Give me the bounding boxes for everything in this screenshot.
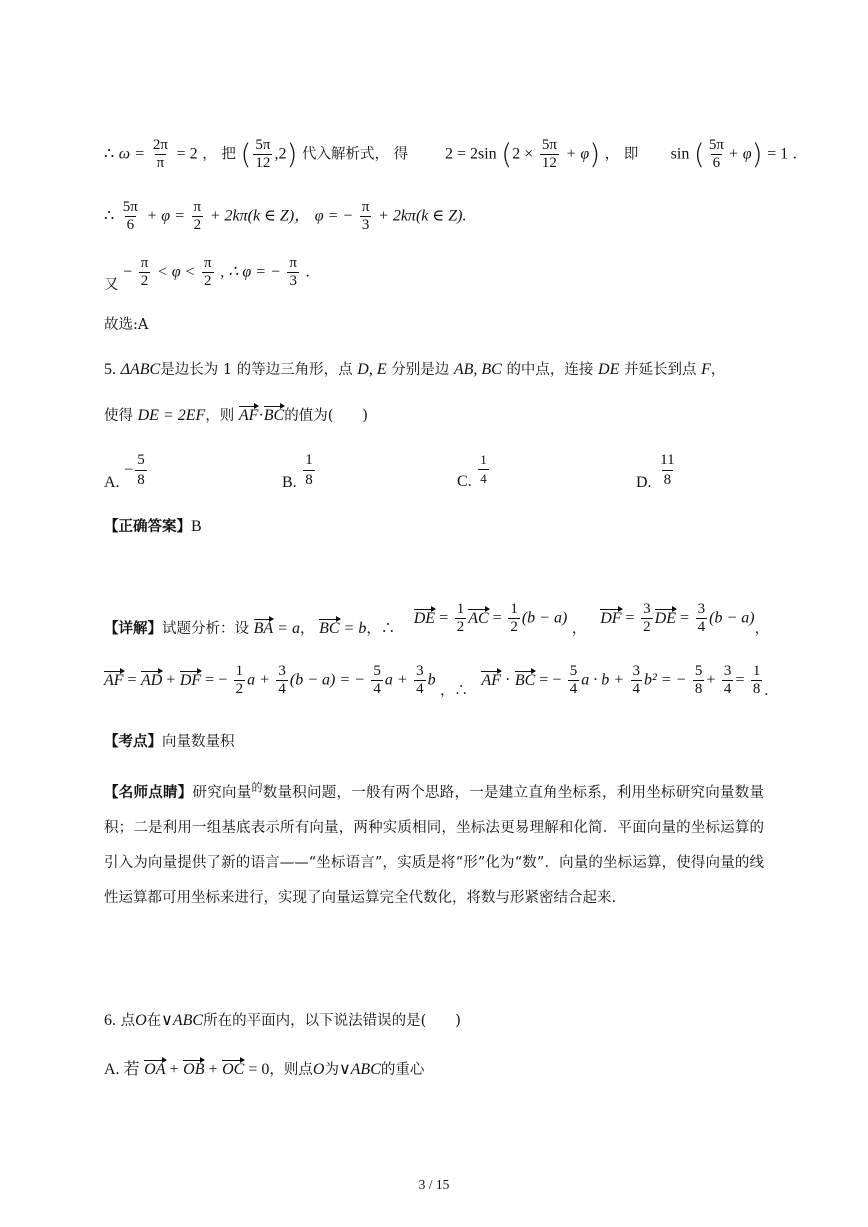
question-6-option-a: A. 若 OA + OB + OC = 0，则点O为∨ABC的重心: [104, 1061, 425, 1078]
teacher-note-paragraph: 【名师点睛】研究向量$^的$数量积问题，一般有两个思路，一是建立直角坐标系，利用坐标研究向量数量积；二是利用一组基底表示所有向量，两种实质相同，坐标法更易理解和化简．平面向量的坐标运算的引入为向量提供了新的语言——“坐标语言”，实质是将“形”化为“数”．向量的坐标运算，使得向量的线性运算都可用坐标来进行，实现了向量运算完全代数化，将数与形紧密结合起来.: [104, 781, 764, 906]
option-c: C. $\frac{1}{4}$: [457, 452, 487, 490]
solution-line-phi: ∴ $\frac{5\pi}{6}$ + φ = $\frac{\pi}{2}$ + 2kπ(k ∈ Z)， φ = − $\frac{\pi}{3}$ + 2kπ(k ∈ Z).: [104, 199, 467, 233]
topic-line: 【考点】向量数量积: [104, 733, 235, 750]
correct-answer: 【正确答案】B: [104, 518, 202, 535]
detail-line1: 【详解】试题分析：设 BA = a， BC = b，∴ DE = $\frac{1}{2}$ AC = $\frac{1}{2}$ (b − a) ， DF = $\frac{3}{2}$ DE = $\frac{3}{4}$ (b − a)，: [104, 601, 770, 637]
question-5-line2: 使得 DE = 2EF，则 AF·BC的值为( ): [104, 407, 369, 424]
solution-line-omega: ∴ ω = $\frac{2\pi}{\pi}$ = 2 ， 把 ( $\frac{5\pi}{12}$ ,2) 代入解析式， 得 2 = 2sin (2 × $\frac{5\pi}{12}$ + φ) ， 即 sin ( $\frac{5\pi}{6}$ + φ) = 1 .: [104, 137, 797, 171]
option-b: B. $\frac{1}{8}$: [282, 452, 313, 491]
detail-line2: AF = AD + DF = − $\frac{1}{2}$ a + $\frac{3}{4}$ (b − a) = − $\frac{5}{4}$ a + $\frac{3}{4}$ b ，∴ AF · BC = − $\frac{5}{4}$ a · b + $\frac{3}{4}$ b² = − $\frac{5}{8}$ + $\frac{3}{4}$ = $\frac{1}{8}$ .: [104, 663, 769, 699]
solution-line-range: 又 − $\frac{\pi}{2}$ < φ < $\frac{\pi}{2}$ , ∴ φ = − $\frac{\pi}{3}$ .: [104, 255, 310, 293]
option-d: D. $\frac{11}{8}$: [636, 452, 675, 491]
option-a: A. − $\frac{5}{8}$: [104, 452, 145, 491]
page-number: 3 / 15: [418, 1177, 450, 1192]
question-5-line1: 5. ΔABC是边长为 1 的等边三角形，点 D, E 分别是边 AB, BC 的中点，连接 DE 并延长到点 F，: [104, 361, 726, 378]
question-6-line: 6. 点O在∨ABC所在的平面内，以下说法错误的是( ): [104, 1012, 461, 1029]
fraction: $\frac{2\pi}{\pi}$: [152, 137, 168, 171]
answer-line: 故选:A: [104, 317, 149, 333]
